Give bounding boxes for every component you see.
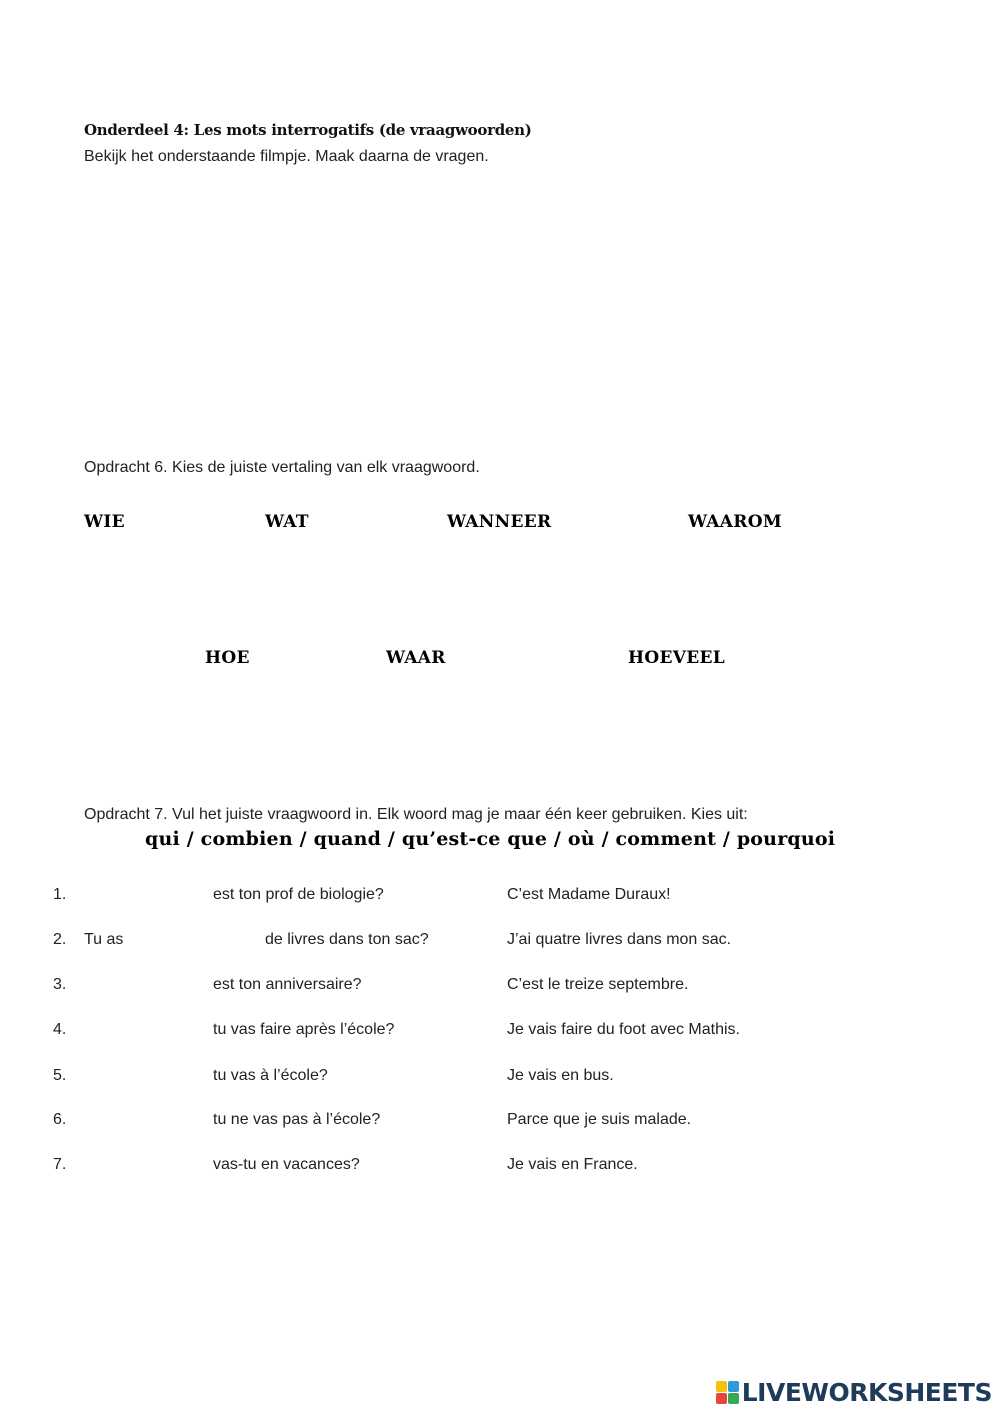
question-number: 3.: [53, 976, 67, 993]
word-wie: WIE: [84, 512, 125, 532]
logo-text: LIVEWORKSHEETS: [741, 1378, 992, 1407]
answer-text: Je vais en France.: [507, 1156, 638, 1173]
answer-text: Je vais faire du foot avec Mathis.: [507, 1021, 740, 1038]
question-text: est ton prof de biologie?: [213, 886, 384, 903]
question-number: 2.: [53, 931, 67, 948]
question-number: 1.: [53, 886, 67, 903]
logo-square-1: [716, 1381, 727, 1392]
answer-text: Je vais en bus.: [507, 1067, 614, 1084]
question-row-7: [0, 1156, 1000, 1180]
answer-text: Parce que je suis malade.: [507, 1111, 692, 1128]
question-row-3: [0, 976, 1000, 1000]
logo-square-3: [716, 1393, 727, 1404]
word-bank: qui / combien / quand / qu’est-ce que / où / comment / pourquoi: [145, 828, 836, 850]
question-number: 4.: [53, 1021, 67, 1038]
exercise6-instruction: Opdracht 6. Kies de juiste vertaling van elk vraagwoord.: [84, 459, 480, 476]
question-row-5: [0, 1067, 1000, 1091]
question-text: tu vas à l’école?: [213, 1067, 328, 1084]
question-text: vas-tu en vacances?: [213, 1156, 360, 1173]
question-text: est ton anniversaire?: [213, 976, 362, 993]
section-title: Onderdeel 4: Les mots interrogatifs (de vraagwoorden): [84, 121, 532, 139]
exercise7-instruction: Opdracht 7. Vul het juiste vraagwoord in. Elk woord mag je maar één keer gebruiken. Kies uit:: [84, 806, 748, 823]
question-row-6: [0, 1111, 1000, 1135]
question-text: tu ne vas pas à l’école?: [213, 1111, 381, 1128]
answer-text: C’est le treize septembre.: [507, 976, 689, 993]
logo-square-2: [728, 1381, 739, 1392]
question-number: 7.: [53, 1156, 67, 1173]
word-waar: WAAR: [386, 648, 446, 668]
question-text: de livres dans ton sac?: [265, 931, 429, 948]
liveworksheets-logo-icon: [716, 1381, 739, 1404]
word-hoeveel: HOEVEEL: [628, 648, 725, 668]
word-wanneer: WANNEER: [447, 512, 552, 532]
question-row-4: [0, 1021, 1000, 1045]
question-number: 5.: [53, 1067, 67, 1084]
question-number: 6.: [53, 1111, 67, 1128]
question-prefix: Tu as: [84, 931, 124, 948]
question-text: tu vas faire après l’école?: [213, 1021, 395, 1038]
word-hoe: HOE: [205, 648, 250, 668]
liveworksheets-logo[interactable]: [716, 1378, 992, 1407]
word-wat: WAT: [265, 512, 309, 532]
answer-text: C’est Madame Duraux!: [507, 886, 671, 903]
logo-square-4: [728, 1393, 739, 1404]
word-waarom: WAAROM: [688, 512, 782, 532]
question-row-2: [0, 931, 1000, 955]
answer-text: J’ai quatre livres dans mon sac.: [507, 931, 732, 948]
section-intro: Bekijk het onderstaande filmpje. Maak daarna de vragen.: [84, 148, 489, 165]
question-row-1: [0, 886, 1000, 910]
